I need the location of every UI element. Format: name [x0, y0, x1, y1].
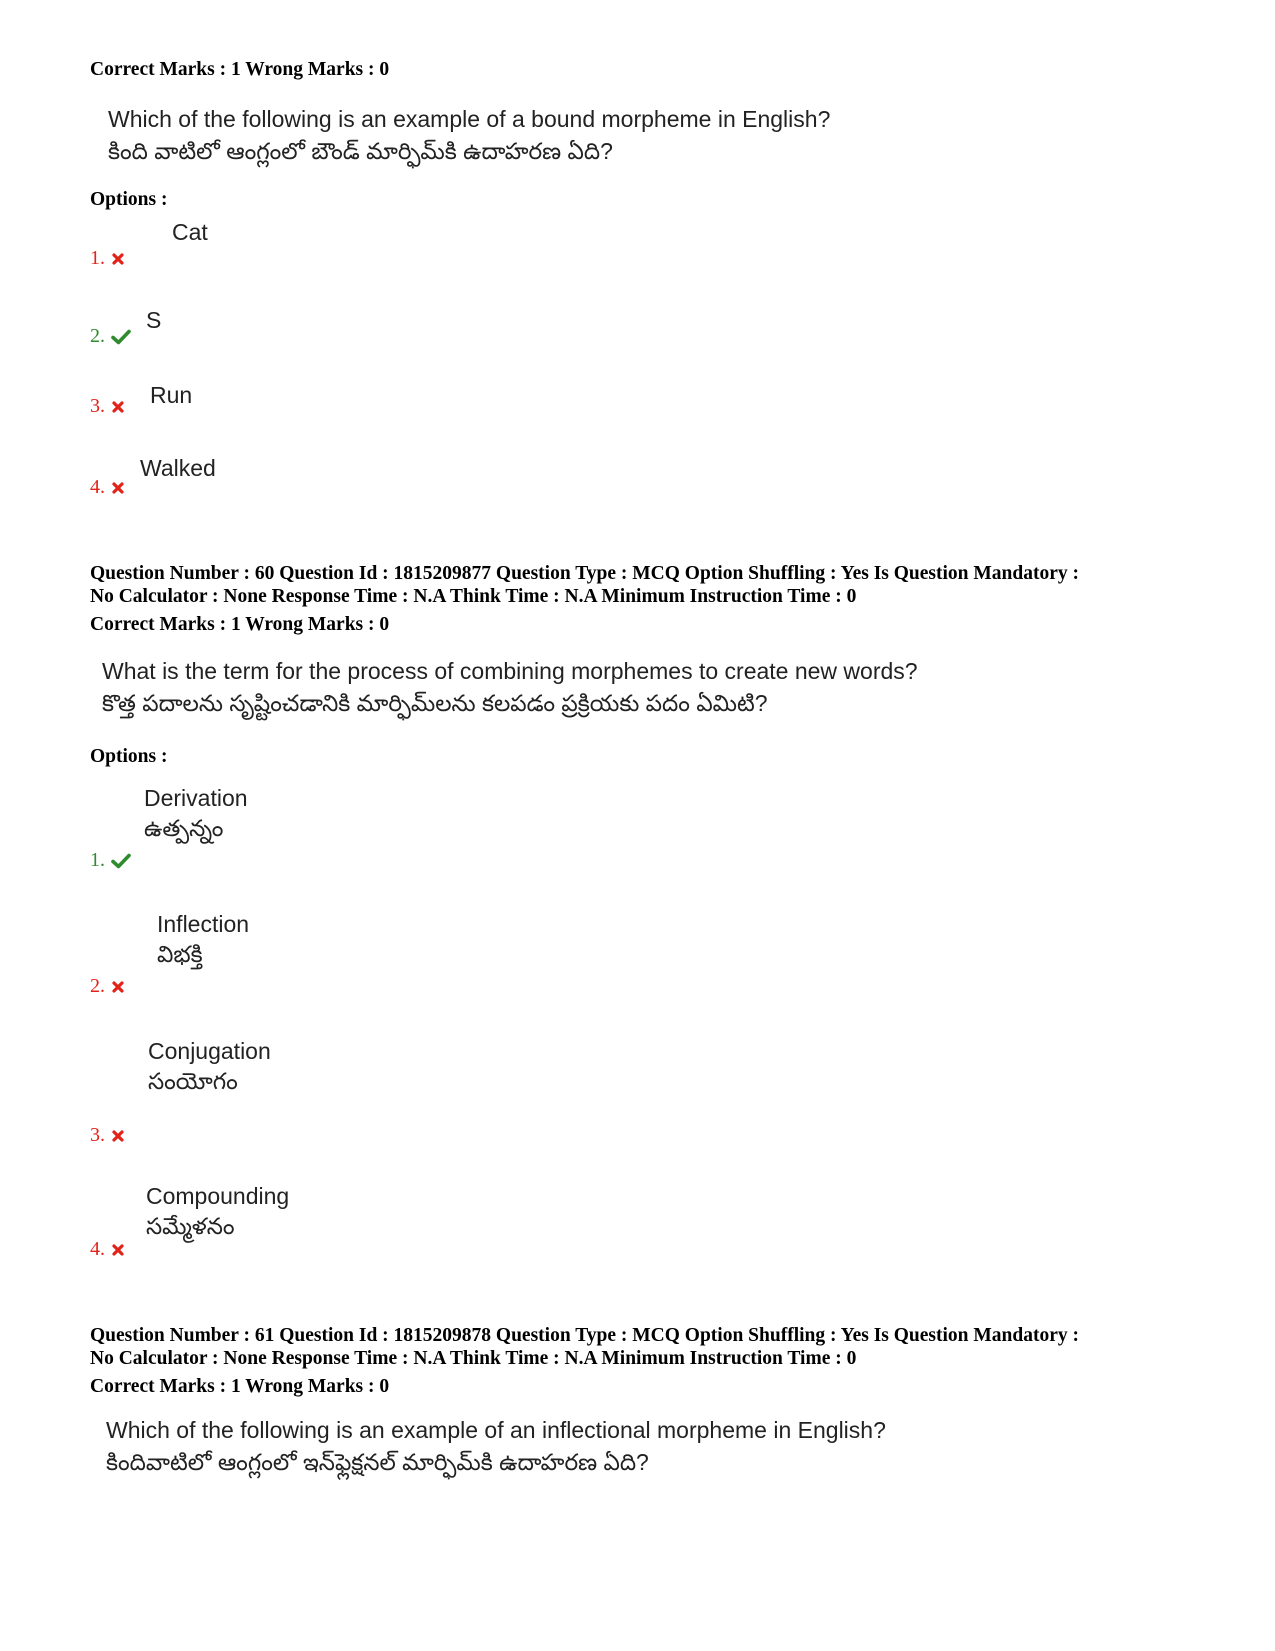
question-text-en: Which of the following is an example of an inflectional morpheme in English? — [106, 1417, 886, 1443]
option-number: 3. — [90, 395, 125, 417]
question-text-te: కొత్త పదాలను సృష్టించడానికి మార్ఫిమ్‌లను కలపడం ప్రక్రియకు పదం ఏమిటి? — [102, 690, 768, 716]
cross-icon — [111, 1243, 125, 1257]
question-text-en: What is the term for the process of combining morphemes to create new words? — [102, 658, 918, 684]
option-text: S — [146, 307, 162, 333]
option-text-te: సంయోగం — [148, 1068, 238, 1094]
option-text: Cat — [172, 219, 208, 245]
option-number: 3. — [90, 1124, 125, 1146]
option-text-te: సమ్మేళనం — [146, 1213, 235, 1239]
question-text-te: కింది వాటిలో ఆంగ్లంలో బౌండ్ మార్ఫిమ్‌కి ఉదాహరణ ఏది? — [108, 138, 613, 164]
question-header-line1: Question Number : 60 Question Id : 1815209877 Question Type : MCQ Option Shuffling : Yes Is Question Mandatory : — [90, 563, 1079, 584]
option-text: Conjugation — [148, 1038, 271, 1064]
option-number: 1. — [90, 849, 131, 871]
option-number: 2. — [90, 975, 125, 997]
option-text: Run — [150, 382, 193, 408]
marks-line: Correct Marks : 1 Wrong Marks : 0 — [90, 1376, 390, 1397]
option-text: Inflection — [157, 911, 250, 937]
options-label: Options : — [90, 189, 168, 210]
question-text-en: Which of the following is an example of a bound morpheme in English? — [108, 106, 831, 132]
cross-icon — [111, 400, 125, 414]
question-header-line1: Question Number : 61 Question Id : 1815209878 Question Type : MCQ Option Shuffling : Yes Is Question Mandatory : — [90, 1325, 1079, 1346]
question-header-line2: No Calculator : None Response Time : N.A Think Time : N.A Minimum Instruction Time : 0 — [90, 1348, 857, 1369]
cross-icon — [111, 980, 125, 994]
option-number: 2. — [90, 325, 131, 347]
check-icon — [111, 853, 131, 869]
option-text-te: ఉత్పన్నం — [144, 815, 224, 841]
cross-icon — [111, 1129, 125, 1143]
question-header-line2: No Calculator : None Response Time : N.A Think Time : N.A Minimum Instruction Time : 0 — [90, 586, 857, 607]
option-number: 1. — [90, 247, 125, 269]
cross-icon — [111, 252, 125, 266]
question-text-te: కిందివాటిలో ఆంగ్లంలో ఇన్‌ఫ్లెక్షనల్ మార్ఫిమ్‌కి ఉదాహరణ ఏది? — [106, 1449, 649, 1475]
option-number: 4. — [90, 476, 125, 498]
marks-line: Correct Marks : 1 Wrong Marks : 0 — [90, 614, 390, 635]
option-number: 4. — [90, 1238, 125, 1260]
option-text-te: విభక్తి — [157, 941, 203, 967]
options-label: Options : — [90, 746, 168, 767]
marks-line: Correct Marks : 1 Wrong Marks : 0 — [90, 59, 390, 80]
option-text: Derivation — [144, 785, 248, 811]
option-text: Walked — [140, 455, 216, 481]
check-icon — [111, 329, 131, 345]
cross-icon — [111, 481, 125, 495]
option-text: Compounding — [146, 1183, 290, 1209]
